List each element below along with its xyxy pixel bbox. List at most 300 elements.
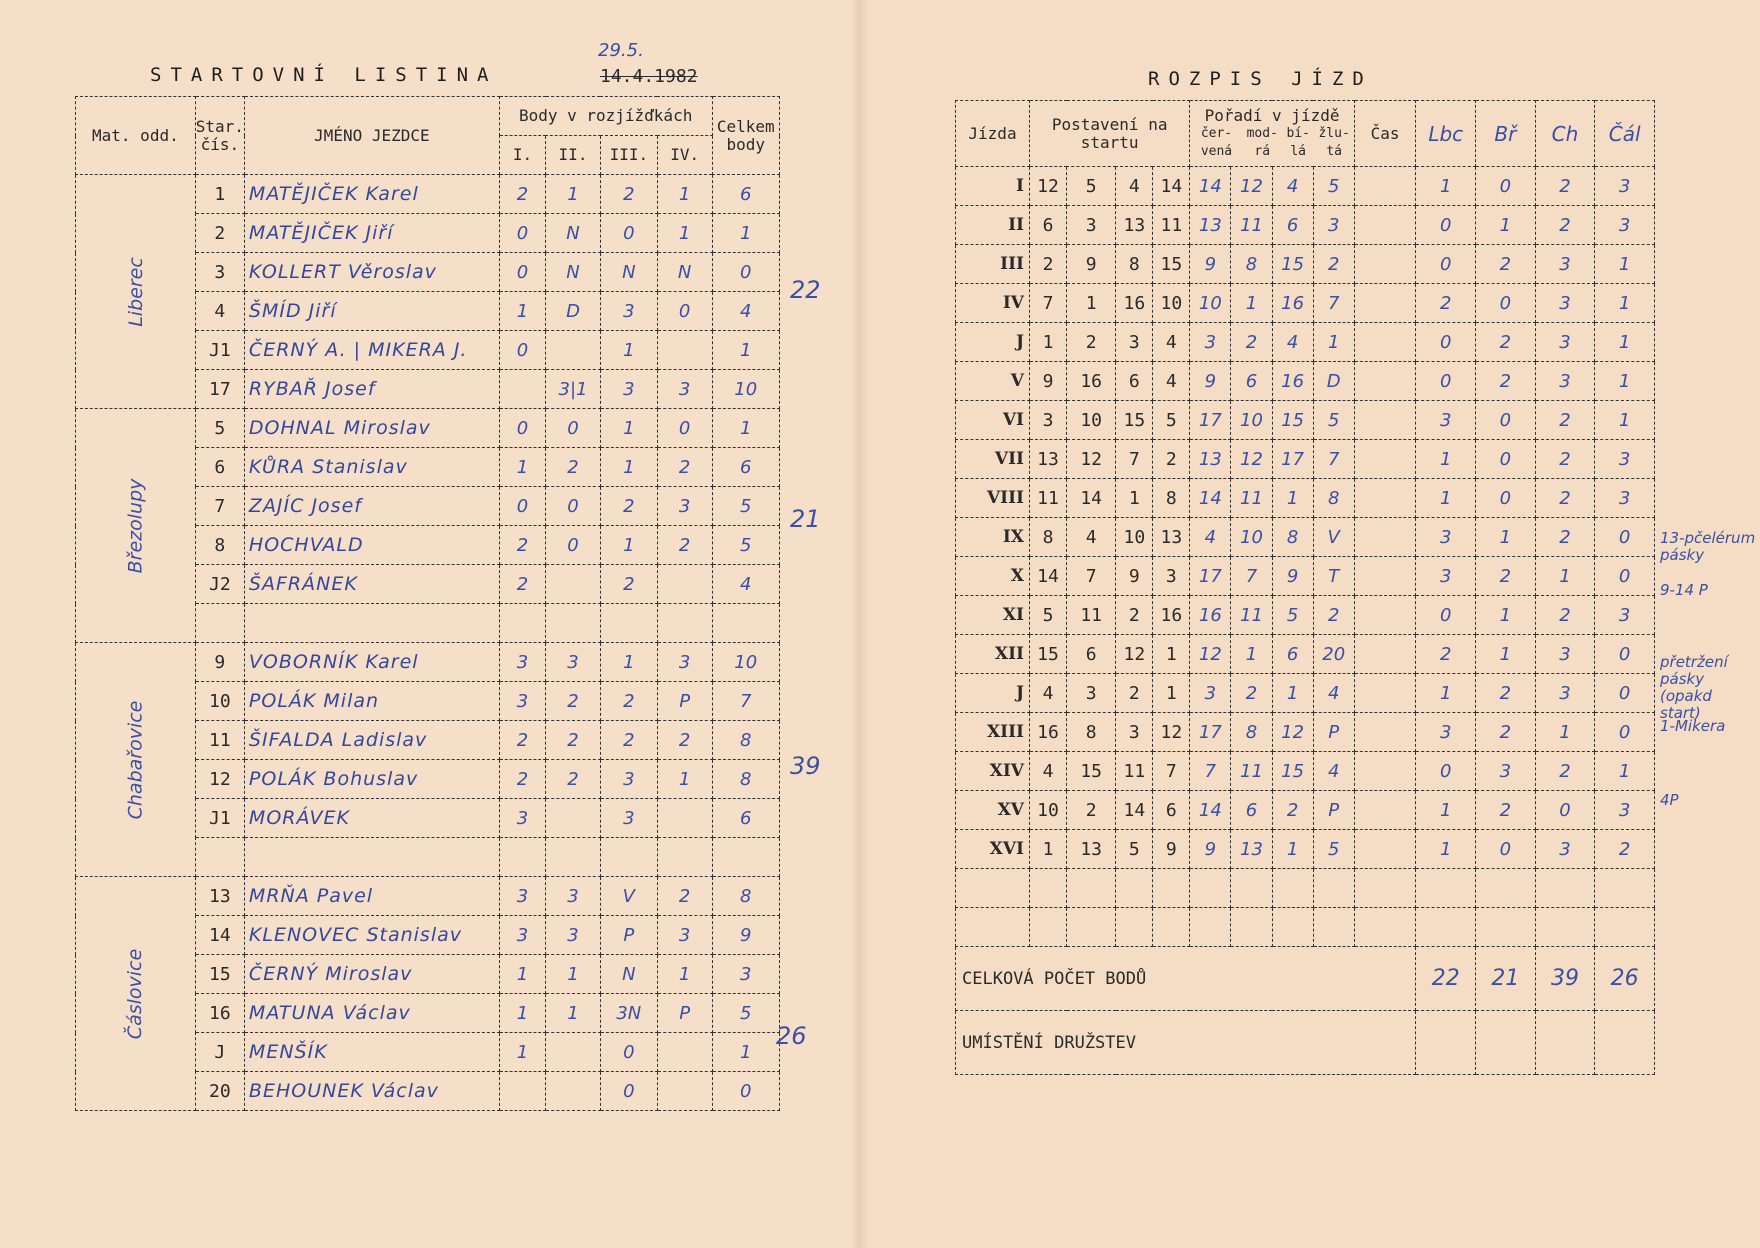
finish-order-1: 10 <box>1190 284 1231 323</box>
points-round-4: 3 <box>657 370 712 409</box>
points-round-2: 3 <box>546 916 601 955</box>
team-points-1: 1 <box>1416 791 1476 830</box>
total-points-br: 21 <box>1476 947 1536 1011</box>
points-round-3: 3 <box>600 799 657 838</box>
finish-order-3: 17 <box>1272 440 1313 479</box>
heat-row <box>956 284 1655 323</box>
header-start-positions: Postavení na startu <box>1030 101 1190 167</box>
start-position-1: 2 <box>1030 245 1067 284</box>
heat-row <box>956 791 1655 830</box>
team-points-1: 0 <box>1416 323 1476 362</box>
finish-order-1: 14 <box>1190 167 1231 206</box>
team-points-3: 2 <box>1535 401 1595 440</box>
team-points-2: 1 <box>1476 206 1536 245</box>
points-total: 5 <box>712 994 779 1033</box>
header-time: Čas <box>1354 101 1416 167</box>
rider-name: KLENOVEC Stanislav <box>244 916 499 955</box>
start-position-3: 14 <box>1116 791 1153 830</box>
rider-name <box>244 838 499 877</box>
heat-time <box>1354 518 1416 557</box>
heat-number: II <box>956 206 1030 245</box>
team-points-2: 0 <box>1476 830 1536 869</box>
margin-note-4: 1-Mikera <box>1660 717 1726 735</box>
team-points-4: 1 <box>1595 752 1655 791</box>
start-position-4: 10 <box>1153 284 1190 323</box>
heat-time <box>1354 206 1416 245</box>
rider-row <box>76 409 780 448</box>
points-round-4: 3 <box>657 643 712 682</box>
points-round-2: 0 <box>546 409 601 448</box>
rider-name: KOLLERT Věroslav <box>244 253 499 292</box>
team-points-3: 3 <box>1535 284 1595 323</box>
start-number: 4 <box>195 292 244 331</box>
points-round-4: 3 <box>657 916 712 955</box>
points-round-2: 0 <box>546 526 601 565</box>
heat-number: XIV <box>956 752 1030 791</box>
heat-time <box>1354 752 1416 791</box>
start-number: J1 <box>195 799 244 838</box>
start-number: 12 <box>195 760 244 799</box>
rider-name: MORÁVEK <box>244 799 499 838</box>
team-points-2: 0 <box>1476 167 1536 206</box>
team-points-4: 3 <box>1595 440 1655 479</box>
finish-order-2: 12 <box>1231 167 1272 206</box>
points-round-4: 1 <box>657 760 712 799</box>
points-round-3: 2 <box>600 487 657 526</box>
team-points-4: 3 <box>1595 167 1655 206</box>
points-round-2 <box>546 838 601 877</box>
heat-row <box>956 713 1655 752</box>
team-points-1: 1 <box>1416 674 1476 713</box>
points-total: 1 <box>712 409 779 448</box>
finish-order-4: P <box>1313 713 1354 752</box>
points-round-1: 3 <box>499 643 545 682</box>
finish-order-2: 11 <box>1231 752 1272 791</box>
empty-row <box>956 908 1655 947</box>
heat-schedule-table <box>955 100 1655 1075</box>
finish-order-2: 2 <box>1231 323 1272 362</box>
heat-time <box>1354 401 1416 440</box>
start-position-1: 7 <box>1030 284 1067 323</box>
finish-order-4: D <box>1313 362 1354 401</box>
start-number: 10 <box>195 682 244 721</box>
points-round-4 <box>657 1072 712 1111</box>
heat-number: XVI <box>956 830 1030 869</box>
header-rider-name: JMÉNO JEZDCE <box>244 97 499 175</box>
team-points-1: 0 <box>1416 362 1476 401</box>
heat-row <box>956 518 1655 557</box>
team-points-2: 0 <box>1476 479 1536 518</box>
finish-order-4: 4 <box>1313 674 1354 713</box>
start-position-4: 14 <box>1153 167 1190 206</box>
finish-order-1: 17 <box>1190 713 1231 752</box>
points-round-2: 1 <box>546 955 601 994</box>
points-round-1: 0 <box>499 487 545 526</box>
header-start-number: Star. čís. <box>195 97 244 175</box>
heat-number: IV <box>956 284 1030 323</box>
start-position-3: 15 <box>1116 401 1153 440</box>
team-total-chabarovice: 39 <box>790 752 821 780</box>
start-position-3: 13 <box>1116 206 1153 245</box>
team-points-2: 0 <box>1476 440 1536 479</box>
start-position-2: 6 <box>1067 635 1116 674</box>
finish-order-3: 6 <box>1272 635 1313 674</box>
points-round-2 <box>546 565 601 604</box>
header-team-ch: Ch <box>1535 101 1595 167</box>
finish-order-2: 1 <box>1231 284 1272 323</box>
club-name-text: Chabařovice <box>124 700 147 819</box>
header-heat-points: Body v rozjížďkách <box>499 97 712 136</box>
team-points-2: 2 <box>1476 323 1536 362</box>
points-round-2: N <box>546 214 601 253</box>
team-points-2: 0 <box>1476 401 1536 440</box>
team-points-3: 1 <box>1535 557 1595 596</box>
finish-order-2: 6 <box>1231 791 1272 830</box>
points-total: 8 <box>712 760 779 799</box>
finish-order-4: V <box>1313 518 1354 557</box>
points-round-1 <box>499 604 545 643</box>
team-points-2: 2 <box>1476 791 1536 830</box>
header-round-4: IV. <box>657 136 712 175</box>
rider-name: VOBORNÍK Karel <box>244 643 499 682</box>
points-total: 1 <box>712 214 779 253</box>
team-points-1: 0 <box>1416 752 1476 791</box>
heat-row <box>956 401 1655 440</box>
team-points-4: 1 <box>1595 362 1655 401</box>
rider-name: HOCHVALD <box>244 526 499 565</box>
start-list-table <box>75 96 780 1111</box>
header-team-cal: Čál <box>1595 101 1655 167</box>
start-position-1: 1 <box>1030 830 1067 869</box>
finish-order-1: 13 <box>1190 206 1231 245</box>
points-total: 6 <box>712 175 779 214</box>
points-round-2: 2 <box>546 760 601 799</box>
start-number: 15 <box>195 955 244 994</box>
rider-row <box>76 877 780 916</box>
start-position-1: 9 <box>1030 362 1067 401</box>
points-round-3 <box>600 604 657 643</box>
start-position-2: 7 <box>1067 557 1116 596</box>
finish-order-4: T <box>1313 557 1354 596</box>
finish-order-4: 1 <box>1313 323 1354 362</box>
points-total: 4 <box>712 292 779 331</box>
start-position-3: 3 <box>1116 713 1153 752</box>
points-round-3: 2 <box>600 682 657 721</box>
heat-row <box>956 557 1655 596</box>
points-round-4: 0 <box>657 409 712 448</box>
total-points-row <box>956 947 1655 1011</box>
finish-order-3: 1 <box>1272 674 1313 713</box>
finish-order-2: 2 <box>1231 674 1272 713</box>
rider-name: RYBAŘ Josef <box>244 370 499 409</box>
header-finish-order <box>1190 101 1354 167</box>
heat-number: X <box>956 557 1030 596</box>
team-points-3: 3 <box>1535 635 1595 674</box>
start-number: J2 <box>195 565 244 604</box>
points-total: 9 <box>712 916 779 955</box>
points-round-2: 0 <box>546 487 601 526</box>
points-round-1: 1 <box>499 994 545 1033</box>
finish-order-3: 1 <box>1272 830 1313 869</box>
finish-order-4: 2 <box>1313 245 1354 284</box>
heat-time <box>1354 440 1416 479</box>
finish-order-3: 15 <box>1272 401 1313 440</box>
points-round-3: N <box>600 253 657 292</box>
team-points-4: 3 <box>1595 206 1655 245</box>
start-position-2: 2 <box>1067 323 1116 362</box>
finish-order-3: 6 <box>1272 206 1313 245</box>
points-round-4: P <box>657 682 712 721</box>
start-position-1: 5 <box>1030 596 1067 635</box>
start-number: 2 <box>195 214 244 253</box>
finish-order-4: 8 <box>1313 479 1354 518</box>
team-points-1: 1 <box>1416 440 1476 479</box>
points-round-4: 2 <box>657 721 712 760</box>
team-points-3: 3 <box>1535 830 1595 869</box>
finish-order-3: 15 <box>1272 752 1313 791</box>
heat-row <box>956 167 1655 206</box>
points-round-4: 0 <box>657 292 712 331</box>
header-finish-order-title: Pořadí v jízdě <box>1204 105 1340 125</box>
date-struck: 14.4.1982 <box>600 66 698 87</box>
finish-order-4: 5 <box>1313 167 1354 206</box>
team-points-3: 2 <box>1535 440 1595 479</box>
points-total: 7 <box>712 682 779 721</box>
points-total: 1 <box>712 331 779 370</box>
total-points-cal: 26 <box>1595 947 1655 1011</box>
start-position-1: 4 <box>1030 752 1067 791</box>
points-total: 5 <box>712 526 779 565</box>
start-number: 16 <box>195 994 244 1033</box>
header-color-yellow: žlu-tá <box>1318 125 1350 159</box>
start-position-4: 13 <box>1153 518 1190 557</box>
start-position-2: 13 <box>1067 830 1116 869</box>
team-points-3: 3 <box>1535 362 1595 401</box>
team-points-1: 1 <box>1416 167 1476 206</box>
header-color-red: čer-vená <box>1200 125 1233 159</box>
start-position-2: 2 <box>1067 791 1116 830</box>
finish-order-4: P <box>1313 791 1354 830</box>
points-round-2: 1 <box>546 175 601 214</box>
club-name-text: Březolupy <box>124 478 147 573</box>
start-position-1: 10 <box>1030 791 1067 830</box>
heat-number: VI <box>956 401 1030 440</box>
finish-order-1: 17 <box>1190 557 1231 596</box>
points-round-1: 3 <box>499 682 545 721</box>
start-number: 20 <box>195 1072 244 1111</box>
start-position-2: 8 <box>1067 713 1116 752</box>
start-position-4: 7 <box>1153 752 1190 791</box>
heat-row <box>956 479 1655 518</box>
club-name <box>76 175 196 409</box>
points-round-2 <box>546 1033 601 1072</box>
team-points-1: 3 <box>1416 401 1476 440</box>
points-round-4: 2 <box>657 448 712 487</box>
finish-order-1: 7 <box>1190 752 1231 791</box>
heat-time <box>1354 362 1416 401</box>
team-points-4: 3 <box>1595 479 1655 518</box>
team-points-1: 0 <box>1416 206 1476 245</box>
points-round-3: 1 <box>600 448 657 487</box>
finish-order-2: 7 <box>1231 557 1272 596</box>
start-number <box>195 604 244 643</box>
points-round-3: 1 <box>600 526 657 565</box>
header-team-br: Bř <box>1476 101 1536 167</box>
finish-order-1: 14 <box>1190 479 1231 518</box>
points-round-4: N <box>657 253 712 292</box>
rider-name: MATĚJIČEK Jiří <box>244 214 499 253</box>
heat-time <box>1354 791 1416 830</box>
total-points-lbc: 22 <box>1416 947 1476 1011</box>
finish-order-3: 12 <box>1272 713 1313 752</box>
points-total <box>712 604 779 643</box>
team-points-1: 1 <box>1416 830 1476 869</box>
points-round-2: 2 <box>546 682 601 721</box>
heat-row <box>956 674 1655 713</box>
team-points-2: 3 <box>1476 752 1536 791</box>
rider-name: MENŠÍK <box>244 1033 499 1072</box>
points-round-1: 0 <box>499 409 545 448</box>
points-round-4: 1 <box>657 955 712 994</box>
finish-order-3: 4 <box>1272 323 1313 362</box>
heat-number: VIII <box>956 479 1030 518</box>
points-round-1: 0 <box>499 331 545 370</box>
team-points-3: 2 <box>1535 167 1595 206</box>
start-position-3: 2 <box>1116 596 1153 635</box>
points-round-1: 2 <box>499 526 545 565</box>
heat-number: VII <box>956 440 1030 479</box>
finish-order-2: 1 <box>1231 635 1272 674</box>
finish-order-2: 10 <box>1231 518 1272 557</box>
start-position-3: 3 <box>1116 323 1153 362</box>
points-round-2: 3 <box>546 877 601 916</box>
team-points-2: 2 <box>1476 362 1536 401</box>
club-name-text: Liberec <box>124 256 147 327</box>
page-fold <box>850 0 870 1248</box>
team-points-3: 1 <box>1535 713 1595 752</box>
start-position-1: 4 <box>1030 674 1067 713</box>
points-round-3: 3 <box>600 370 657 409</box>
start-position-1: 13 <box>1030 440 1067 479</box>
heat-number: III <box>956 245 1030 284</box>
team-total-liberec: 22 <box>790 276 821 304</box>
points-round-1: 1 <box>499 1033 545 1072</box>
heat-time <box>1354 479 1416 518</box>
start-position-2: 3 <box>1067 206 1116 245</box>
club-name <box>76 409 196 643</box>
start-number: 14 <box>195 916 244 955</box>
finish-order-4: 5 <box>1313 401 1354 440</box>
team-points-1: 3 <box>1416 518 1476 557</box>
heat-number: XII <box>956 635 1030 674</box>
team-total-caslovice: 26 <box>776 1022 807 1050</box>
finish-order-3: 16 <box>1272 362 1313 401</box>
heat-schedule-title: ROZPIS JÍZD <box>1148 68 1373 90</box>
finish-order-1: 9 <box>1190 362 1231 401</box>
heat-number: I <box>956 167 1030 206</box>
start-position-2: 12 <box>1067 440 1116 479</box>
start-number: J1 <box>195 331 244 370</box>
finish-order-2: 12 <box>1231 440 1272 479</box>
placement-label: UMÍSTĚNÍ DRUŽSTEV <box>956 1011 1416 1075</box>
team-points-4: 1 <box>1595 401 1655 440</box>
points-round-1: 0 <box>499 214 545 253</box>
rider-name: ŠIFALDA Ladislav <box>244 721 499 760</box>
points-round-4: 3 <box>657 487 712 526</box>
team-points-1: 1 <box>1416 479 1476 518</box>
team-points-4: 0 <box>1595 635 1655 674</box>
points-round-4: 2 <box>657 877 712 916</box>
start-number: 8 <box>195 526 244 565</box>
rider-name: KŮRA Stanislav <box>244 448 499 487</box>
finish-order-1: 12 <box>1190 635 1231 674</box>
team-points-4: 1 <box>1595 284 1655 323</box>
finish-order-3: 15 <box>1272 245 1313 284</box>
start-position-1: 16 <box>1030 713 1067 752</box>
finish-order-1: 14 <box>1190 791 1231 830</box>
finish-order-2: 8 <box>1231 713 1272 752</box>
finish-order-3: 2 <box>1272 791 1313 830</box>
start-position-4: 9 <box>1153 830 1190 869</box>
team-points-2: 1 <box>1476 596 1536 635</box>
start-position-4: 4 <box>1153 323 1190 362</box>
rider-name: ČERNÝ Miroslav <box>244 955 499 994</box>
start-position-1: 11 <box>1030 479 1067 518</box>
finish-order-3: 9 <box>1272 557 1313 596</box>
points-round-2: 2 <box>546 448 601 487</box>
start-position-2: 14 <box>1067 479 1116 518</box>
finish-order-1: 3 <box>1190 674 1231 713</box>
finish-order-2: 13 <box>1231 830 1272 869</box>
points-round-3: 0 <box>600 1033 657 1072</box>
start-number: 5 <box>195 409 244 448</box>
placement-row <box>956 1011 1655 1075</box>
points-total: 0 <box>712 253 779 292</box>
points-round-1: 2 <box>499 721 545 760</box>
heat-number: V <box>956 362 1030 401</box>
points-round-4: 1 <box>657 214 712 253</box>
points-round-1: 3 <box>499 877 545 916</box>
points-round-3: V <box>600 877 657 916</box>
finish-order-2: 10 <box>1231 401 1272 440</box>
start-position-3: 8 <box>1116 245 1153 284</box>
heat-time <box>1354 557 1416 596</box>
points-round-4 <box>657 799 712 838</box>
header-heat: Jízda <box>956 101 1030 167</box>
finish-order-1: 9 <box>1190 830 1231 869</box>
heat-time <box>1354 245 1416 284</box>
heat-time <box>1354 323 1416 362</box>
team-points-4: 0 <box>1595 713 1655 752</box>
team-points-1: 0 <box>1416 596 1476 635</box>
heat-row <box>956 596 1655 635</box>
points-total: 4 <box>712 565 779 604</box>
header-round-1: I. <box>499 136 545 175</box>
team-points-3: 2 <box>1535 206 1595 245</box>
points-total: 8 <box>712 877 779 916</box>
finish-order-3: 16 <box>1272 284 1313 323</box>
header-team-lbc: Lbc <box>1416 101 1476 167</box>
team-points-2: 1 <box>1476 635 1536 674</box>
start-position-3: 1 <box>1116 479 1153 518</box>
start-position-2: 1 <box>1067 284 1116 323</box>
heat-time <box>1354 830 1416 869</box>
team-points-3: 2 <box>1535 518 1595 557</box>
total-points-label: CELKOVÁ POČET BODŮ <box>956 947 1416 1011</box>
points-total <box>712 838 779 877</box>
points-round-1: 3 <box>499 916 545 955</box>
start-number: 17 <box>195 370 244 409</box>
